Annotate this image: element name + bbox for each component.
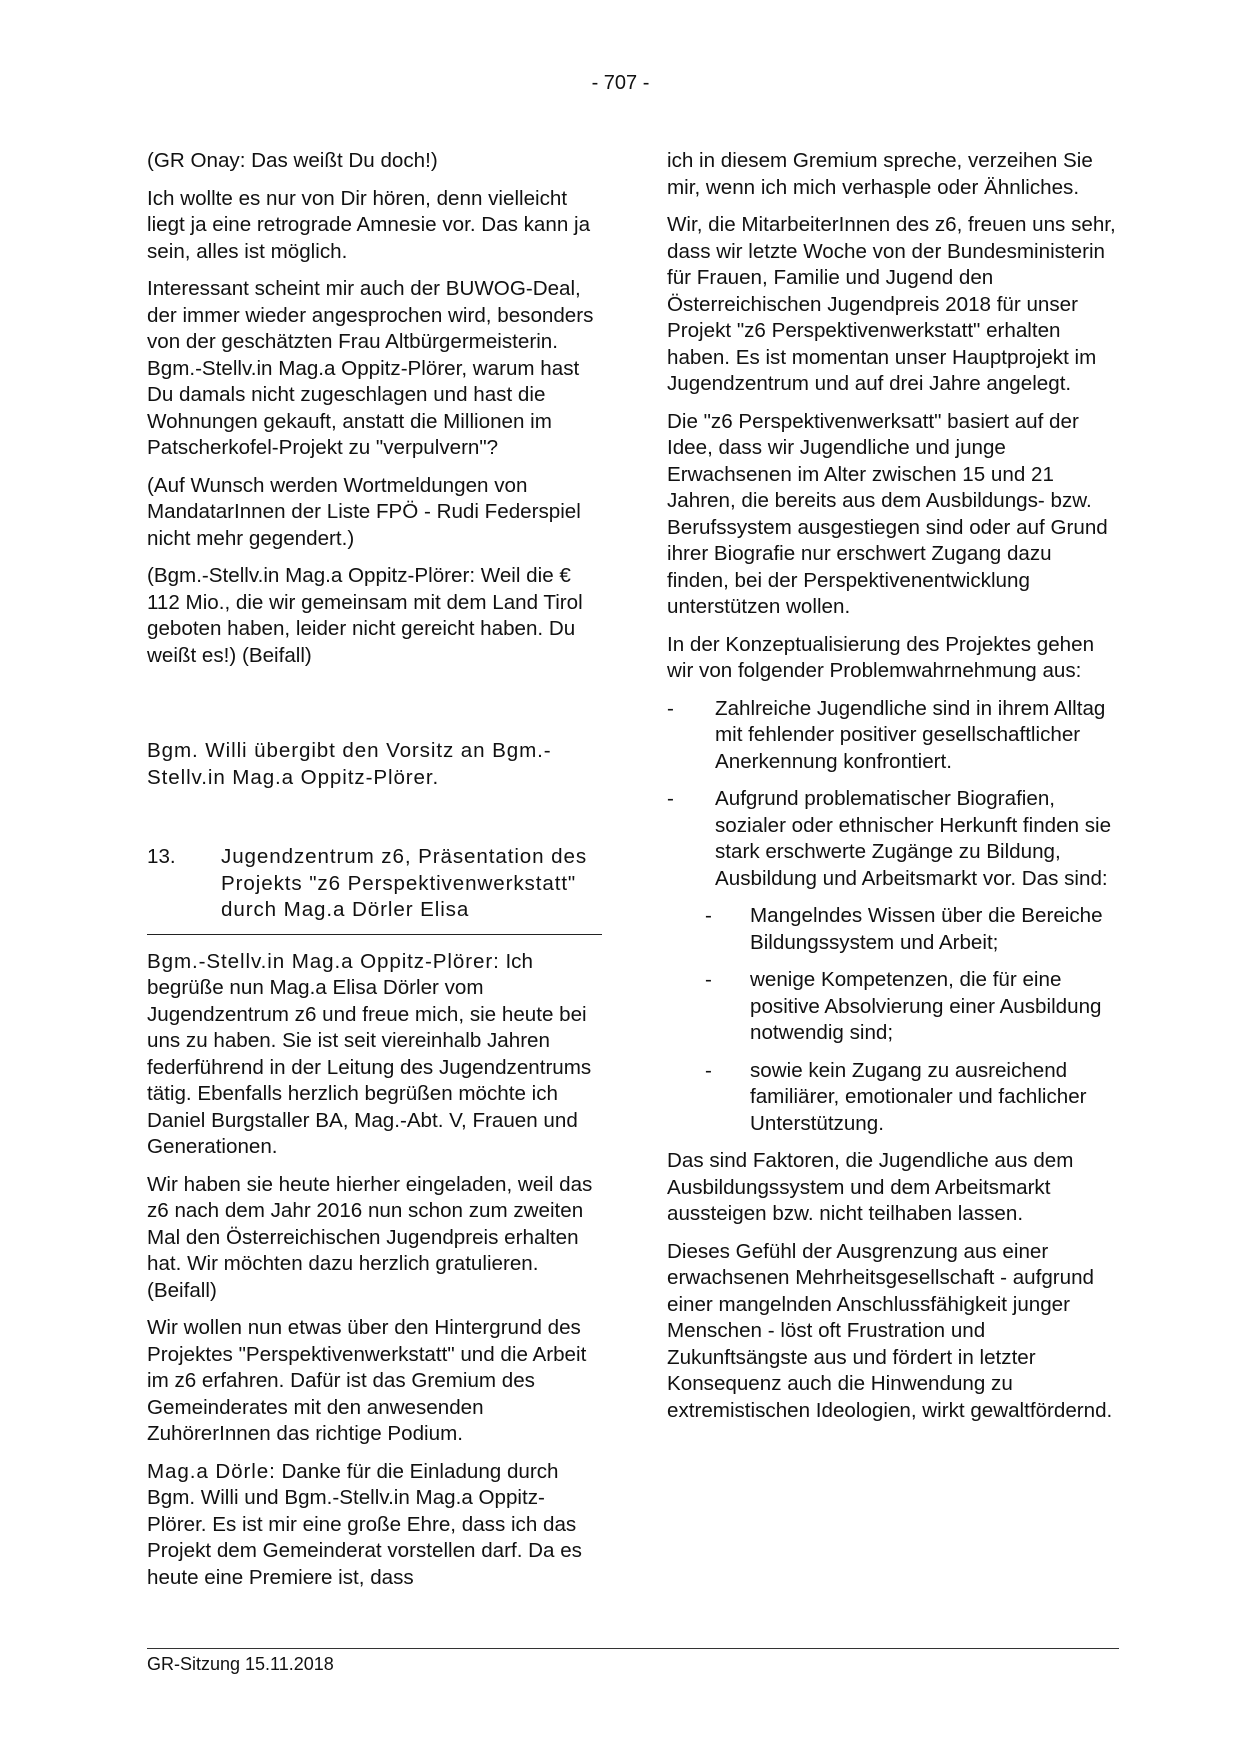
paragraph: Interessant scheint mir auch der BUWOG-Deal, der immer wieder angesprochen wird, besonders von der geschätzten Frau Altbürgermeisterin. Bgm.-Stellv.in Mag.a Oppitz-Plörer, warum hast Du damals nicht zugeschlagen und hast die Wohnungen gekauft, anstatt die Millionen im Patscherkofel-Projekt zu "verpulvern"?	[147, 277, 594, 459]
list-dash: -	[667, 696, 674, 720]
footer-session-date: GR-Sitzung 15.11.2018	[147, 1654, 334, 1674]
paragraph: Das sind Faktoren, die Jugendliche aus dem Ausbildungssystem und dem Arbeitsmarkt aussteigen bzw. nicht teilhaben lassen.	[667, 1149, 1074, 1225]
speech-text: Danke für die Einladung durch Bgm. Willi und Bgm.-Stellv.in Mag.a Oppitz-Plörer. Es ist mir eine große Ehre, dass ich das Projekt dem Gemeinderat vorstellen darf. Da es heute eine Premiere ist, dass	[147, 1459, 582, 1589]
paragraph: Die "z6 Perspektivenwerksatt" basiert auf der Idee, dass wir Jugendliche und junge Erwachsenen im Alter zwischen 15 und 21 Jahren, die bereits aus dem Ausbildungs- bzw. Berufssystem ausgestiegen sind oder auf Grund ihrer Biografie nur erschwert Zugang dazu finden, bei der Perspektivenentwicklung unterstützen wollen.	[667, 409, 1108, 618]
left-column	[147, 148, 602, 1602]
list-dash: -	[705, 904, 712, 927]
list-item-text: Aufgrund problematischer Biografien, sozialer oder ethnischer Herkunft finden sie stark erschwerte Zugänge zu Bildung, Ausbildung und Arbeitsmarkt vor. Das sind:	[715, 787, 1112, 890]
list-item-text: sowie kein Zugang zu ausreichend familiärer, emotionaler und fachlicher Unterstützung.	[750, 1058, 1087, 1135]
paragraph: (Bgm.-Stellv.in Mag.a Oppitz-Plörer: Weil die € 112 Mio., die wir gemeinsam mit dem Land Tirol geboten haben, leider nicht gereicht haben. Du weißt es!) (Beifall)	[147, 564, 583, 667]
list-item	[667, 786, 1119, 892]
page-number: - 707 -	[591, 72, 650, 94]
paragraph: In der Konzeptualisierung des Projektes gehen wir von folgender Problemwahrnehmung aus:	[667, 632, 1095, 682]
paragraph: Wir wollen nun etwas über den Hintergrund des Projektes "Perspektivenwerkstatt" und die Arbeit im z6 erfahren. Dafür ist das Gremium des Gemeinderates mit den anwesenden ZuhörerInnen das richtige Podium.	[147, 1316, 587, 1445]
paragraph: ich in diesem Gremium spreche, verzeihen Sie mir, wenn ich mich verhasple oder Ähnliches.	[667, 149, 1093, 199]
speech-text: Ich begrüße nun Mag.a Elisa Dörler vom Jugendzentrum z6 und freue mich, sie heute bei uns zu haben. Sie ist seit viereinhalb Jahren federführend in der Leitung des Jugendzentrums tätig. Ebenfalls herzlich begrüßen möchte ich Daniel Burgstaller BA, Mag.-Abt. V, Frauen und Generationen.	[147, 949, 592, 1158]
list-dash: -	[705, 1058, 712, 1082]
agenda-item-title: Jugendzentrum z6, Präsentation des Projekts "z6 Perspektivenwerkstatt" durch Mag.a Dörler Elisa	[221, 845, 588, 921]
list-dash: -	[705, 968, 712, 991]
paragraph: Dieses Gefühl der Ausgrenzung aus einer erwachsenen Mehrheitsgesellschaft - aufgrund einer mangelnden Anschlussfähigkeit junger Menschen - löst oft Frustration und Zukunftsängste aus und fördert in letzter Konsequenz auch die Hinwendung zu extremistischen Ideologien, wirkt gewaltfördernd.	[667, 1239, 1113, 1422]
paragraph	[147, 1459, 602, 1592]
paragraph: Wir haben sie heute hierher eingeladen, weil das z6 nach dem Jahr 2016 nun schon zum zweiten Mal den Österreichischen Jugendpreis erhalten hat. Wir möchten dazu herzlich gratulieren. (Beifall)	[147, 1172, 593, 1302]
speaker-name: Mag.a Dörle:	[147, 1459, 276, 1483]
paragraph: (Auf Wunsch werden Wortmeldungen von MandatarInnen der Liste FPÖ - Rudi Federspiel nicht mehr gegendert.)	[147, 473, 581, 550]
list-dash: -	[667, 787, 674, 810]
sub-list-item	[705, 1058, 1119, 1138]
speaker-name: Bgm.-Stellv.in Mag.a Oppitz-Plörer:	[147, 949, 500, 973]
paragraph	[147, 949, 602, 1161]
list-item	[667, 696, 1119, 776]
list-item-text: Zahlreiche Jugendliche sind in ihrem Alltag mit fehlender positiver gesellschaftlicher Anerkennung konfrontiert.	[715, 696, 1106, 773]
sub-list-item	[705, 967, 1119, 1047]
agenda-divider	[147, 934, 602, 935]
agenda-item-number: 13.	[147, 845, 176, 868]
paragraph: (GR Onay: Das weißt Du doch!)	[147, 149, 438, 172]
sub-list-item	[705, 903, 1119, 956]
right-column	[667, 148, 1119, 1435]
list-item-text: Mangelndes Wissen über die Bereiche Bildungssystem und Arbeit;	[750, 904, 1103, 954]
footer-divider	[147, 1648, 1119, 1649]
paragraph: Wir, die MitarbeiterInnen des z6, freuen uns sehr, dass wir letzte Woche von der Bundesministerin für Frauen, Familie und Jugend den Österreichischen Jugendpreis 2018 für unser Projekt "z6 Perspektivenwerkstatt" erhalten haben. Es ist momentan unser Hauptprojekt im Jugendzentrum und auf drei Jahre angelegt.	[667, 213, 1116, 395]
agenda-item	[147, 844, 602, 924]
paragraph: Ich wollte es nur von Dir hören, denn vielleicht liegt ja eine retrograde Amnesie vor. Das kann ja sein, alles ist möglich.	[147, 186, 591, 263]
chair-transfer-note: Bgm. Willi übergibt den Vorsitz an Bgm.-Stellv.in Mag.a Oppitz-Plörer.	[147, 739, 552, 789]
list-item-text: wenige Kompetenzen, die für eine positive Absolvierung einer Ausbildung notwendig sind;	[750, 968, 1102, 1044]
